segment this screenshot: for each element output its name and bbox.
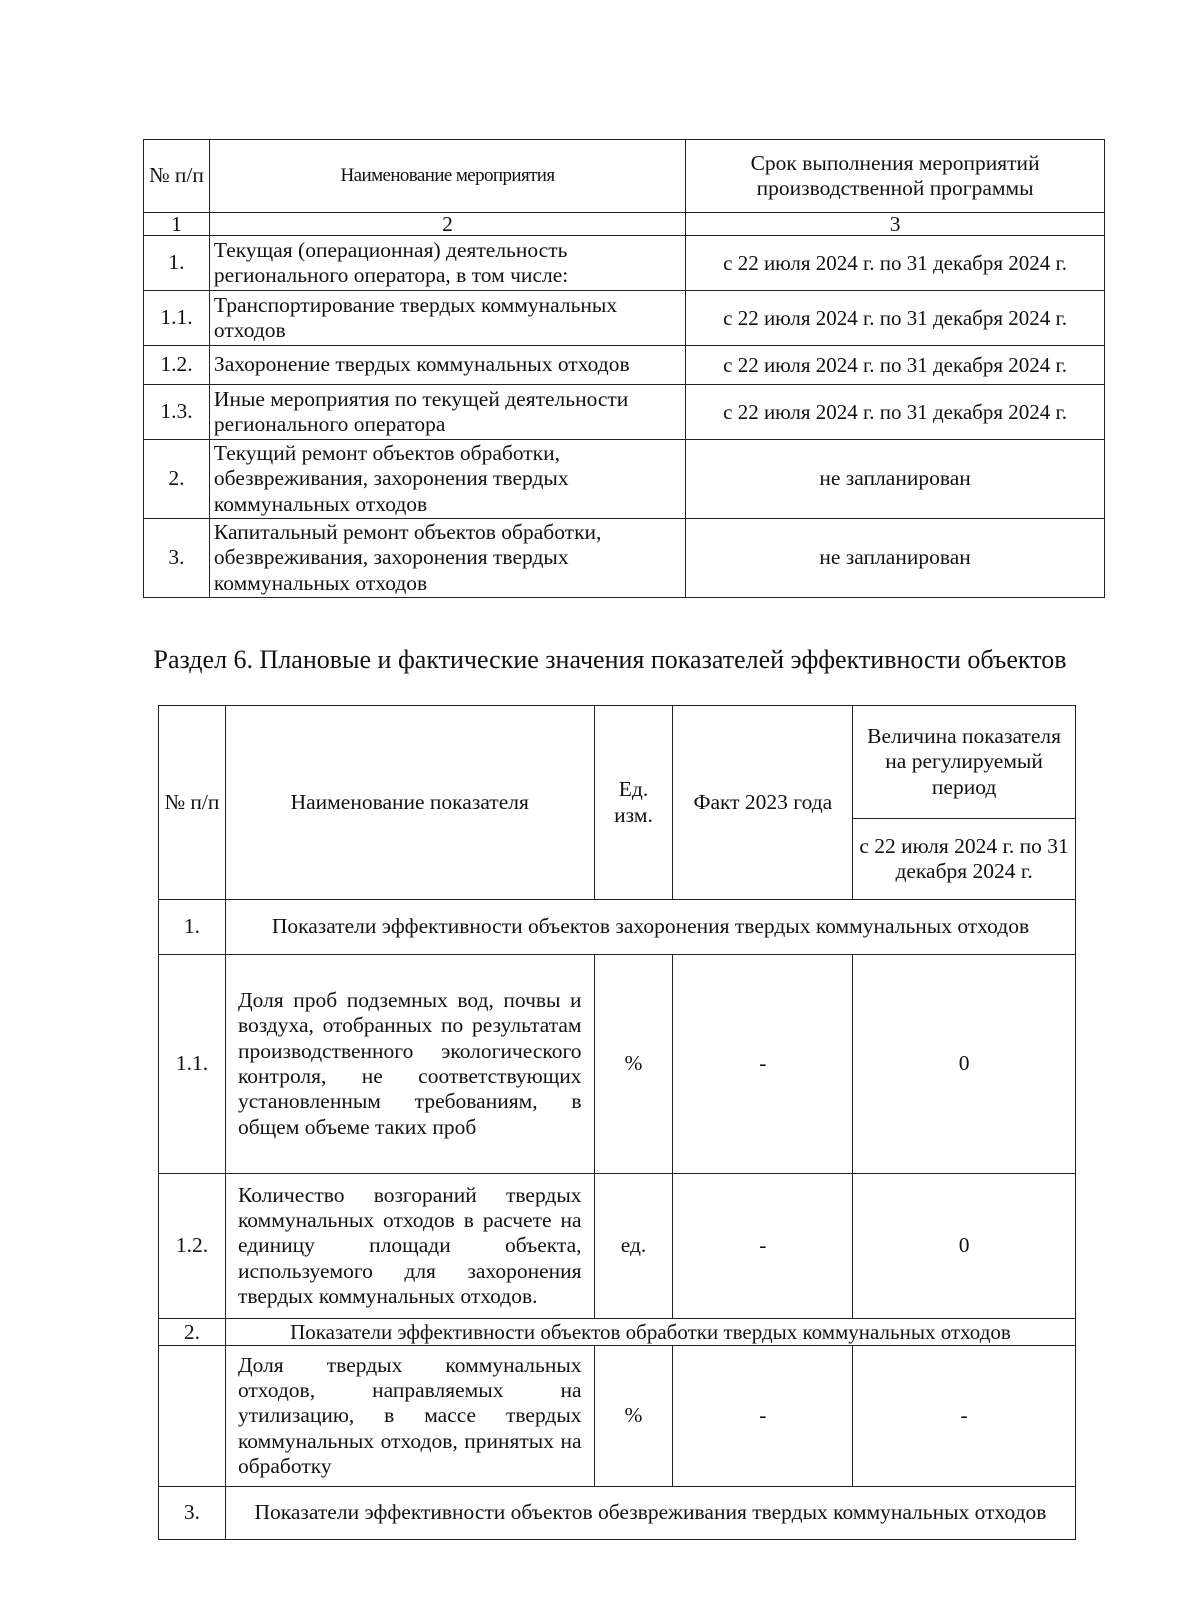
- column-number: 2: [209, 213, 685, 236]
- row-name: Текущий ремонт объектов обработки, обезвреживания, захоронения твердых коммунальных отходов: [209, 440, 685, 519]
- row-name: Транспортирование твердых коммунальных отходов: [209, 291, 685, 346]
- row-name: Текущая (операционная) деятельность регионального оператора, в том числе:: [209, 236, 685, 291]
- row-fact: -: [673, 1346, 853, 1487]
- row-num: 1.2.: [159, 1174, 226, 1319]
- row-deadline: с 22 июля 2024 г. по 31 декабря 2024 г.: [686, 385, 1105, 440]
- table-row: [144, 440, 1105, 519]
- row-name: Доля проб подземных вод, почвы и воздуха, отобранных по результатам производственного экологического контроля, не соответствующих установленным требованиям, в общем объеме таких проб: [225, 955, 594, 1174]
- section-title: Раздел 6. Плановые и фактические значения показателей эффективности объектов: [153, 645, 1067, 674]
- header-value: Величина показателя на регулируемый период: [853, 706, 1076, 819]
- table-row: [144, 346, 1105, 385]
- table-row: [144, 385, 1105, 440]
- row-unit: ед.: [594, 1174, 673, 1319]
- row-unit: %: [594, 955, 673, 1174]
- header-deadline: Срок выполнения мероприятий производственной программы: [686, 140, 1105, 213]
- row-fact: -: [673, 1174, 853, 1319]
- group-title: Показатели эффективности объектов обработки твердых коммунальных отходов: [225, 1319, 1075, 1346]
- row-unit: %: [594, 1346, 673, 1487]
- table-row: [144, 236, 1105, 291]
- header-num: № п/п: [159, 706, 226, 900]
- header-fact: Факт 2023 года: [673, 706, 853, 900]
- row-num: 1.1.: [159, 955, 226, 1174]
- row-num: 1.: [144, 236, 210, 291]
- column-number: 3: [686, 213, 1105, 236]
- group-row: [159, 1487, 1076, 1540]
- row-deadline: с 22 июля 2024 г. по 31 декабря 2024 г.: [686, 236, 1105, 291]
- table-row: [159, 1174, 1076, 1319]
- row-num: 3.: [144, 519, 210, 598]
- row-num: 2.: [144, 440, 210, 519]
- row-deadline: с 22 июля 2024 г. по 31 декабря 2024 г.: [686, 291, 1105, 346]
- indicators-table: [158, 705, 1076, 1540]
- row-plan: 0: [853, 955, 1076, 1174]
- table-row: [159, 1346, 1076, 1487]
- header-period: с 22 июля 2024 г. по 31 декабря 2024 г.: [853, 819, 1076, 900]
- group-title: Показатели эффективности объектов обезвреживания твердых коммунальных отходов: [225, 1487, 1075, 1540]
- table-row: [159, 955, 1076, 1174]
- table-header-row: [144, 140, 1105, 213]
- header-num: № п/п: [144, 140, 210, 213]
- row-num: [159, 1346, 226, 1487]
- column-number: 1: [144, 213, 210, 236]
- header-unit: Ед. изм.: [594, 706, 673, 900]
- row-name: Иные мероприятия по текущей деятельности регионального оператора: [209, 385, 685, 440]
- group-row: [159, 1319, 1076, 1346]
- row-name: Количество возгораний твердых коммунальных отходов в расчете на единицу площади объекта, используемого для захоронения твердых коммунальных отходов.: [225, 1174, 594, 1319]
- row-name: Капитальный ремонт объектов обработки, обезвреживания, захоронения твердых коммунальных отходов: [209, 519, 685, 598]
- row-num: 3.: [159, 1487, 226, 1540]
- row-deadline: не запланирован: [686, 440, 1105, 519]
- table-header-row: [159, 706, 1076, 819]
- row-name: Доля твердых коммунальных отходов, направляемых на утилизацию, в массе твердых коммунальных отходов, принятых на обработку: [225, 1346, 594, 1487]
- column-numbers-row: [144, 213, 1105, 236]
- group-title: Показатели эффективности объектов захоронения твердых коммунальных отходов: [225, 900, 1075, 955]
- row-deadline: не запланирован: [686, 519, 1105, 598]
- table-row: [144, 291, 1105, 346]
- row-fact: -: [673, 955, 853, 1174]
- row-deadline: с 22 июля 2024 г. по 31 декабря 2024 г.: [686, 346, 1105, 385]
- row-num: 1.3.: [144, 385, 210, 440]
- row-num: 1.1.: [144, 291, 210, 346]
- row-num: 2.: [159, 1319, 226, 1346]
- activities-table: [143, 139, 1105, 598]
- row-num: 1.: [159, 900, 226, 955]
- row-plan: -: [853, 1346, 1076, 1487]
- table-row: [144, 519, 1105, 598]
- header-name: Наименование показателя: [225, 706, 594, 900]
- row-num: 1.2.: [144, 346, 210, 385]
- row-name: Захоронение твердых коммунальных отходов: [209, 346, 685, 385]
- group-row: [159, 900, 1076, 955]
- row-plan: 0: [853, 1174, 1076, 1319]
- header-name: Наименование мероприятия: [209, 140, 685, 213]
